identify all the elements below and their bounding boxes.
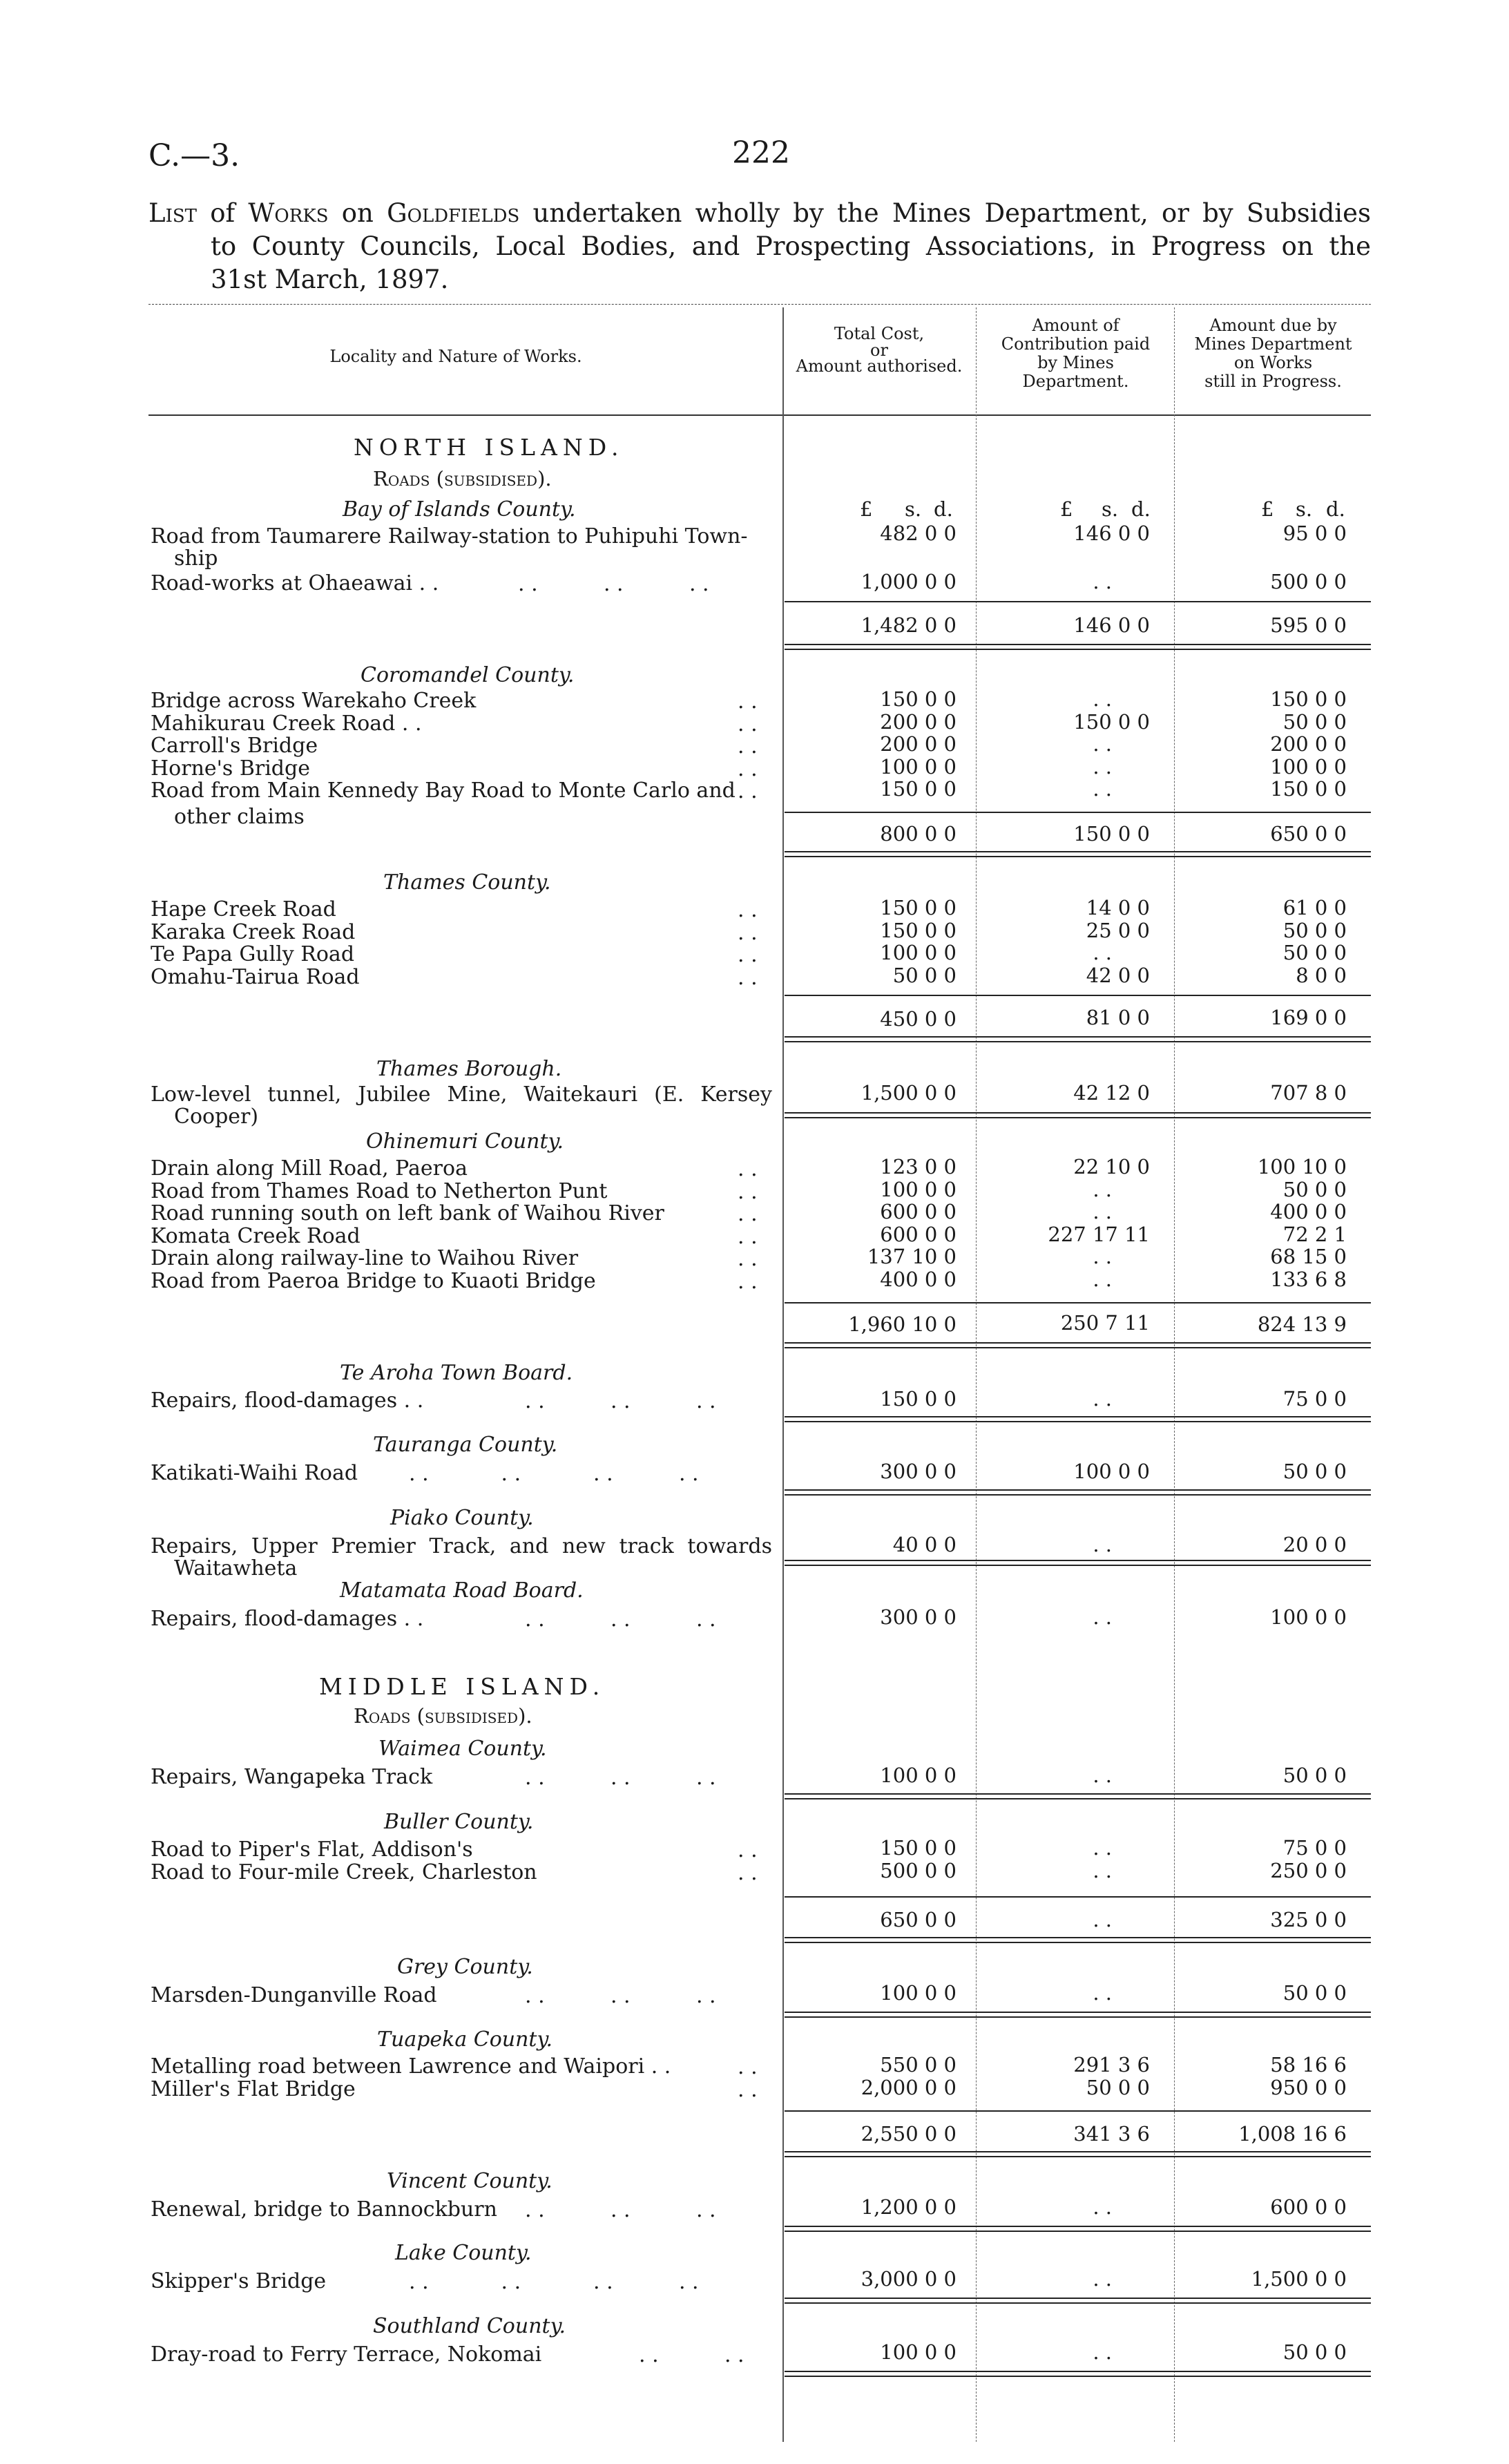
amount-due: 150 0 0 (1270, 687, 1347, 711)
dot-leader: . . (738, 1860, 758, 1885)
work-item: Skipper's Bridge (151, 2269, 327, 2293)
work-item: Horne's Bridge (151, 756, 310, 781)
subtotal-paid: 81 0 0 (1086, 1006, 1150, 1029)
subtotal-total: 450 0 0 (880, 1007, 957, 1031)
work-item: Repairs, Wangapeka Track (151, 1765, 433, 1789)
total-cost: 150 0 0 (880, 687, 957, 711)
total-cost: 500 0 0 (880, 1858, 957, 1882)
currency-shillings: s. (1102, 497, 1119, 521)
total-cost: 600 0 0 (880, 1222, 957, 1246)
amount-due: 50 0 0 (1282, 1981, 1347, 2005)
amount-due: 250 0 0 (1270, 1858, 1347, 1882)
total-cost: 137 10 0 (867, 1245, 957, 1268)
dot-leader: . . (738, 1269, 758, 1294)
column-divider (782, 307, 784, 2442)
subtotal-rule (785, 995, 1371, 996)
dot-leader: . . . . . . . . (409, 2270, 699, 2294)
dot-leader: . . (738, 1179, 758, 1204)
column-header-line: Amount authorised. (796, 356, 963, 376)
total-cost: 400 0 0 (880, 1267, 957, 1291)
total-cost: 150 0 0 (880, 918, 957, 942)
amount-due: 61 0 0 (1282, 896, 1347, 919)
column-header-locality: Locality and Nature of Works. (329, 347, 582, 366)
dot-leader: . . (738, 1157, 758, 1181)
work-item: Metalling road between Lawrence and Waipori . . (151, 2054, 671, 2079)
subtotal-total: 1,960 10 0 (848, 1312, 957, 1336)
subtotal-due: 1,008 16 6 (1238, 2122, 1347, 2146)
section-heading-north-island: NORTH ISLAND. (354, 434, 624, 461)
total-cost: 150 0 0 (880, 1836, 957, 1860)
amount-paid: 100 0 0 (1073, 1460, 1150, 1483)
county-heading: Bay of Islands County. (343, 497, 576, 522)
work-item: Drain along Mill Road, Paeroa (151, 1156, 468, 1181)
work-item: Repairs, flood-damages . . (151, 1388, 424, 1413)
total-cost: 300 0 0 (880, 1605, 957, 1629)
total-cost: 123 0 0 (880, 1155, 957, 1178)
total-cost: 100 0 0 (880, 754, 957, 779)
subsection-heading: Roads (subsidised). (354, 1704, 532, 1728)
amount-paid: 150 0 0 (1073, 709, 1150, 734)
amount-due: 100 10 0 (1257, 1155, 1347, 1178)
amount-due: 100 0 0 (1270, 754, 1347, 779)
title-text: to County Councils, Local Bodies, and Prospecting Associations, in Progress on the (211, 231, 1371, 261)
column-header-line: Amount of (1032, 316, 1119, 335)
amount-paid: . . (1093, 1387, 1112, 1411)
dot-leader: . . . . . . (525, 1607, 716, 1632)
dot-leader: . . (738, 734, 758, 758)
work-item: Mahikurau Creek Road . . (151, 711, 422, 736)
amount-paid: . . (1093, 2340, 1112, 2364)
subtotal-rule (785, 601, 1371, 602)
amount-paid: . . (1093, 1764, 1112, 1787)
amount-paid: . . (1093, 1836, 1112, 1860)
subtotal-due: 650 0 0 (1270, 822, 1347, 846)
column-header-due (1175, 316, 1371, 391)
amount-due: 50 0 0 (1282, 941, 1347, 964)
work-item-continuation: Cooper) (174, 1105, 259, 1129)
column-divider (1174, 307, 1175, 2442)
total-cost: 50 0 0 (892, 963, 957, 987)
subtotal-paid: 146 0 0 (1073, 613, 1150, 637)
amount-due: 58 16 6 (1270, 2053, 1347, 2076)
work-item-continuation: ship (174, 546, 218, 571)
total-cost: 100 0 0 (880, 941, 957, 964)
dot-leader: . . . . . . (518, 572, 709, 596)
dot-leader: . . (738, 1247, 758, 1271)
county-heading: Tuapeka County. (377, 2027, 552, 2052)
title-word: on (341, 198, 374, 228)
work-item: Drain along railway-line to Waihou River (151, 1246, 579, 1270)
amount-due: 400 0 0 (1270, 1200, 1347, 1223)
amount-paid: . . (1093, 570, 1112, 593)
currency-pound: £ (860, 497, 873, 521)
amount-due: 75 0 0 (1282, 1387, 1347, 1411)
column-header-line: or (870, 341, 888, 360)
amount-paid: 42 0 0 (1086, 963, 1150, 987)
total-cost: 550 0 0 (880, 2053, 957, 2076)
subtotal-rule (785, 2110, 1371, 2112)
dot-leader: . . (738, 1202, 758, 1226)
title-text: undertaken wholly by the Mines Department, or by Subsidies (532, 198, 1371, 228)
county-heading: Tauranga County. (373, 1433, 558, 1457)
amount-due: 133 6 8 (1270, 1267, 1347, 1291)
amount-paid: . . (1093, 1177, 1112, 1201)
work-item: Road from Thames Road to Netherton Punt (151, 1178, 608, 1203)
total-cost: 150 0 0 (880, 777, 957, 801)
column-header-line: by Mines (1037, 353, 1114, 372)
total-cost: 100 0 0 (880, 2340, 957, 2364)
amount-due: 600 0 0 (1270, 2195, 1347, 2219)
column-header-total (782, 325, 976, 376)
subsection-heading: Roads (subsidised). (373, 467, 552, 490)
amount-paid: . . (1093, 754, 1112, 779)
work-item: Road from Main Kennedy Bay Road to Monte Carlo and (151, 779, 736, 803)
amount-paid: . . (1093, 777, 1112, 801)
title-word: of (210, 198, 236, 228)
work-item: Katikati-Waihi Road (151, 1461, 358, 1485)
subtotal-rule (785, 1302, 1371, 1303)
amount-due: 72 2 1 (1282, 1222, 1347, 1246)
item-double-rule (785, 2298, 1371, 2304)
dot-leader: . . (738, 943, 758, 967)
item-double-rule (785, 1489, 1371, 1496)
amount-due: 8 0 0 (1296, 963, 1347, 987)
amount-paid: 146 0 0 (1073, 522, 1150, 545)
dot-leader: . . (738, 711, 758, 736)
amount-paid: 14 0 0 (1086, 896, 1150, 919)
subtotal-paid: . . (1093, 1908, 1112, 1931)
amount-paid: . . (1093, 1981, 1112, 2005)
currency-shillings: s. (1296, 497, 1313, 521)
subtotal-double-rule (785, 2151, 1371, 2157)
work-item: Omahu-Tairua Road (151, 964, 360, 989)
amount-due: 100 0 0 (1270, 1605, 1347, 1629)
amount-due: 68 15 0 (1270, 1245, 1347, 1268)
column-header-line: Mines Department (1194, 334, 1352, 354)
column-divider (976, 307, 977, 2442)
amount-paid: 22 10 0 (1073, 1155, 1150, 1178)
work-item-continuation: Waitawheta (174, 1556, 298, 1580)
total-cost: 150 0 0 (880, 1387, 957, 1411)
subtotal-due: 595 0 0 (1270, 613, 1347, 637)
county-heading: Piako County. (390, 1506, 534, 1530)
section-heading-middle-island: MIDDLE ISLAND. (319, 1673, 606, 1700)
work-item: Repairs, flood-damages . . (151, 1607, 424, 1631)
title-word: List (148, 198, 197, 228)
amount-due: 50 0 0 (1282, 1460, 1347, 1483)
subtotal-rule (785, 1896, 1371, 1898)
header-bottom-rule (148, 414, 1371, 416)
total-cost: 482 0 0 (880, 522, 957, 545)
amount-paid: . . (1093, 1200, 1112, 1223)
work-item: Road from Taumarere Railway-station to Puhipuhi Town- (151, 524, 748, 548)
amount-paid: . . (1093, 2195, 1112, 2219)
county-heading: Grey County. (397, 1955, 533, 1979)
dot-leader: . . (738, 898, 758, 922)
total-cost: 1,000 0 0 (861, 570, 957, 593)
amount-paid: 291 3 6 (1073, 2053, 1150, 2076)
amount-due: 1,500 0 0 (1251, 2267, 1347, 2291)
work-item-continuation: other claims (174, 805, 305, 829)
subtotal-paid: 341 3 6 (1073, 2122, 1150, 2146)
subtotal-rule (785, 812, 1371, 813)
item-double-rule (785, 2226, 1371, 2232)
total-cost: 300 0 0 (880, 1460, 957, 1483)
dot-leader: . . (738, 756, 758, 781)
dot-leader: . . (738, 689, 758, 714)
subtotal-double-rule (785, 1036, 1371, 1042)
county-heading: Southland County. (373, 2314, 566, 2338)
dot-leader: . . (738, 2077, 758, 2102)
total-cost: 150 0 0 (880, 896, 957, 919)
work-item: Low-level tunnel, Jubilee Mine, Waitekauri (E. Kersey (151, 1082, 772, 1107)
amount-due: 200 0 0 (1270, 732, 1347, 756)
currency-pound: £ (1261, 497, 1274, 521)
subtotal-due: 169 0 0 (1270, 1006, 1347, 1029)
amount-paid: 25 0 0 (1086, 918, 1150, 942)
work-item: Dray-road to Ferry Terrace, Nokomai (151, 2342, 542, 2367)
subtotal-total: 650 0 0 (880, 1908, 957, 1931)
amount-due: 707 8 0 (1270, 1081, 1347, 1105)
subtotal-due: 325 0 0 (1270, 1908, 1347, 1931)
total-cost: 100 0 0 (880, 1764, 957, 1787)
amount-due: 950 0 0 (1270, 2075, 1347, 2099)
amount-due: 75 0 0 (1282, 1836, 1347, 1860)
work-item: Hape Creek Road (151, 897, 336, 921)
item-double-rule (785, 2371, 1371, 2377)
county-heading: Thames County. (383, 870, 551, 895)
subtotal-paid: 150 0 0 (1073, 822, 1150, 846)
work-item: Miller's Flat Bridge (151, 2076, 356, 2101)
column-header-line: Total Cost, (834, 324, 925, 343)
work-item: Renewal, bridge to Bannockburn (151, 2197, 497, 2222)
column-header-line: Contribution paid (1001, 334, 1151, 354)
dot-leader: . . (738, 1224, 758, 1249)
amount-due: 20 0 0 (1282, 1533, 1347, 1556)
amount-paid: . . (1093, 1533, 1112, 1556)
page-number: 222 (732, 135, 790, 171)
currency-pence: d. (934, 497, 953, 521)
work-item: Road to Four-mile Creek, Charleston (151, 1860, 537, 1884)
dot-leader: . . (738, 2055, 758, 2079)
work-item: Te Papa Gully Road (151, 942, 355, 966)
total-cost: 40 0 0 (892, 1533, 957, 1556)
work-item: Road-works at Ohaeawai . . (151, 571, 439, 595)
amount-due: 50 0 0 (1282, 1177, 1347, 1201)
total-cost: 100 0 0 (880, 1981, 957, 2005)
currency-shillings: s. (905, 497, 922, 521)
amount-paid: . . (1093, 2267, 1112, 2291)
amount-paid: . . (1093, 1267, 1112, 1291)
item-double-rule (785, 2012, 1371, 2018)
title-word: Works (248, 198, 329, 228)
dot-leader: . . (738, 1838, 758, 1862)
work-item: Road to Piper's Flat, Addison's (151, 1837, 473, 1862)
currency-pence: d. (1326, 497, 1345, 521)
county-heading: Lake County. (395, 2241, 532, 2265)
dot-leader: . . . . (639, 2343, 744, 2367)
subtotal-double-rule (785, 1342, 1371, 1348)
county-heading: Ohinemuri County. (366, 1129, 564, 1154)
dot-leader: . . (738, 965, 758, 990)
amount-due: 500 0 0 (1270, 570, 1347, 593)
dot-leader: . . (738, 920, 758, 945)
amount-due: 50 0 0 (1282, 918, 1347, 942)
column-header-paid (977, 316, 1174, 391)
work-item: Marsden-Dunganville Road (151, 1983, 437, 2007)
work-item: Karaka Creek Road (151, 919, 356, 944)
work-item: Komata Creek Road (151, 1223, 361, 1248)
amount-due: 95 0 0 (1282, 522, 1347, 545)
amount-due: 150 0 0 (1270, 777, 1347, 801)
amount-paid: . . (1093, 1858, 1112, 1882)
item-double-rule (785, 1560, 1371, 1566)
work-item: Repairs, Upper Premier Track, and new track towards (151, 1534, 772, 1558)
title-word: Goldfields (387, 198, 520, 228)
dot-leader: . . (738, 779, 758, 803)
amount-due: 50 0 0 (1282, 2340, 1347, 2364)
dot-leader: . . . . . . . . (409, 1462, 699, 1486)
title-text: 31st March, 1897. (211, 265, 449, 294)
work-item: Road from Paeroa Bridge to Kuaoti Bridge (151, 1268, 596, 1293)
subtotal-total: 1,482 0 0 (861, 613, 957, 637)
county-heading: Buller County. (384, 1810, 534, 1834)
dot-leader: . . . . . . (525, 1984, 716, 2008)
county-heading: Coromandel County. (361, 663, 575, 687)
currency-pence: d. (1131, 497, 1151, 521)
amount-paid: . . (1093, 732, 1112, 756)
amount-paid: 42 12 0 (1073, 1081, 1150, 1105)
amount-paid: . . (1093, 1245, 1112, 1268)
amount-due: 50 0 0 (1282, 1764, 1347, 1787)
county-heading: Matamata Road Board. (340, 1578, 584, 1603)
county-heading: Waimea County. (378, 1737, 547, 1761)
total-cost: 600 0 0 (880, 1200, 957, 1223)
subtotal-double-rule (785, 644, 1371, 650)
document-reference: C.—3. (148, 138, 240, 173)
subtotal-total: 800 0 0 (880, 822, 957, 846)
item-double-rule (785, 1416, 1371, 1422)
header-top-rule (148, 304, 1371, 305)
work-item: Bridge across Warekaho Creek (151, 689, 477, 713)
total-cost: 100 0 0 (880, 1177, 957, 1201)
amount-paid: . . (1093, 941, 1112, 964)
county-heading: Te Aroha Town Board. (340, 1361, 573, 1385)
subtotal-total: 2,550 0 0 (861, 2122, 957, 2146)
dot-leader: . . . . . . (525, 1389, 716, 1413)
total-cost: 200 0 0 (880, 709, 957, 734)
total-cost: 200 0 0 (880, 732, 957, 756)
subtotal-due: 824 13 9 (1257, 1312, 1347, 1336)
currency-pound: £ (1060, 497, 1073, 521)
column-header-line: still in Progress. (1204, 372, 1342, 391)
amount-paid: . . (1093, 687, 1112, 711)
amount-paid: 50 0 0 (1086, 2075, 1150, 2099)
total-cost: 2,000 0 0 (861, 2075, 957, 2099)
total-cost: 1,200 0 0 (861, 2195, 957, 2219)
county-heading: Vincent County. (387, 2169, 552, 2193)
page-title (148, 197, 1371, 296)
total-cost: 3,000 0 0 (861, 2267, 957, 2291)
dot-leader: . . . . . . (525, 1766, 716, 1790)
amount-due: 50 0 0 (1282, 709, 1347, 734)
county-heading: Thames Borough. (376, 1057, 562, 1081)
item-double-rule (785, 1793, 1371, 1799)
subtotal-double-rule (785, 851, 1371, 857)
column-header-line: on Works (1233, 353, 1313, 372)
work-item: Carroll's Bridge (151, 734, 318, 758)
subtotal-double-rule (785, 1937, 1371, 1943)
amount-paid: . . (1093, 1605, 1112, 1629)
column-header-line: Department. (1022, 372, 1129, 391)
subtotal-paid: 250 7 11 (1060, 1311, 1150, 1335)
dot-leader: . . . . . . (525, 2198, 716, 2222)
work-item: Road running south on left bank of Waihou River (151, 1201, 664, 1225)
item-double-rule (785, 1112, 1371, 1118)
amount-paid: 227 17 11 (1048, 1222, 1150, 1246)
total-cost: 1,500 0 0 (861, 1081, 957, 1105)
column-header-line: Amount due by (1209, 316, 1337, 335)
